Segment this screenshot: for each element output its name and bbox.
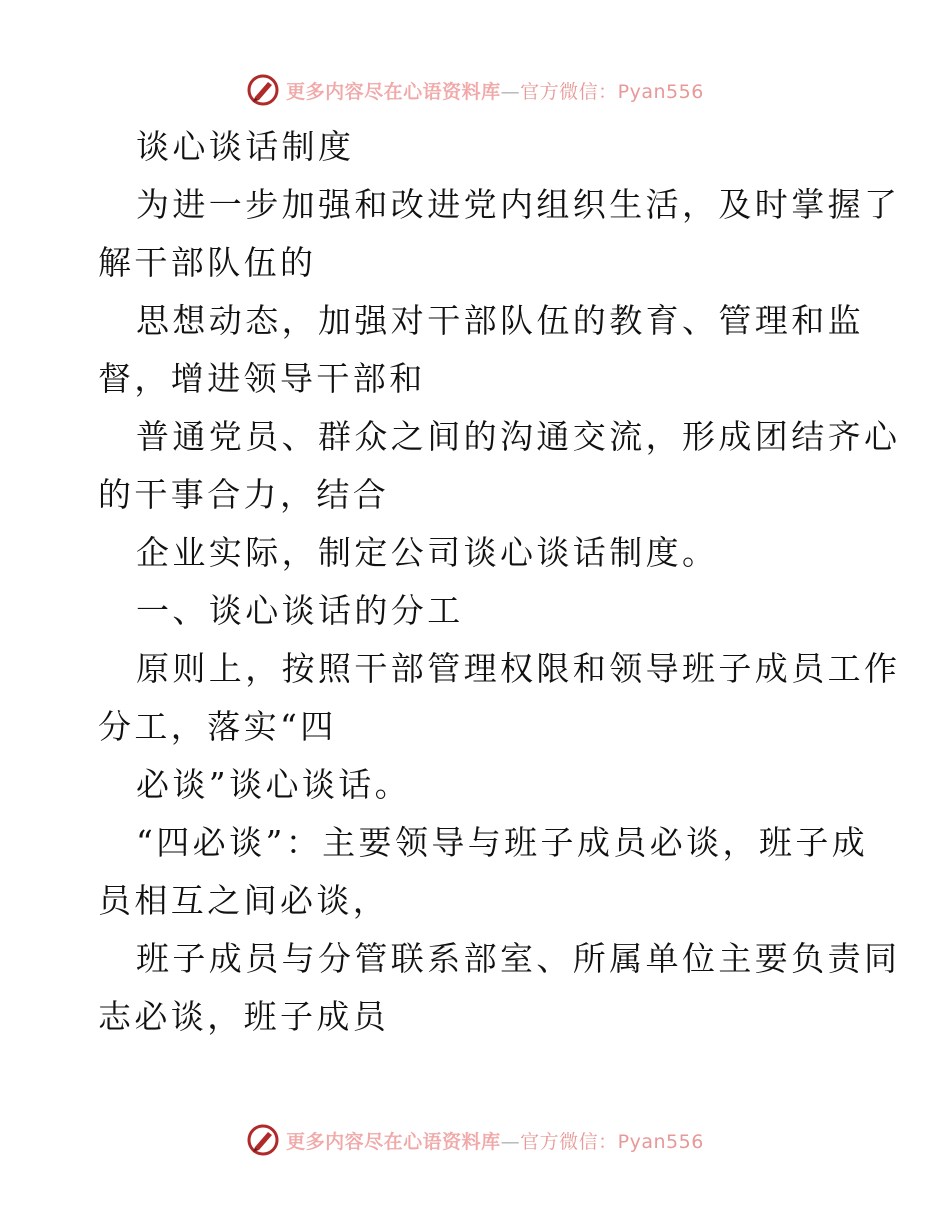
- document-title: 谈心谈话制度: [136, 127, 355, 166]
- watermark-separator: —: [500, 1130, 521, 1153]
- watermark-separator: —: [500, 80, 521, 103]
- watermark-wechat-text: 官方微信：Pyan556: [520, 80, 704, 103]
- watermark-text: [286, 77, 704, 104]
- watermark-wechat-text: 官方微信：Pyan556: [520, 1130, 704, 1153]
- paragraph-line: 普通党员、群众之间的沟通交流，形成团结齐心: [136, 417, 901, 456]
- watermark-text: [286, 1127, 704, 1154]
- section-heading: 一、谈心谈话的分工: [136, 591, 464, 630]
- pen-logo-icon: [246, 73, 280, 107]
- paragraph-line: 班子成员与分管联系部室、所属单位主要负责同: [136, 939, 901, 978]
- paragraph-line: 督，增进领导干部和: [98, 359, 426, 398]
- paragraph-line: 员相互之间必谈，: [98, 881, 390, 920]
- paragraph-line: 必谈”谈心谈话。: [136, 765, 412, 804]
- paragraph-line: 企业实际，制定公司谈心谈话制度。: [136, 533, 719, 572]
- footer-watermark: [0, 1120, 950, 1160]
- paragraph-line: 原则上，按照干部管理权限和领导班子成员工作: [136, 649, 901, 688]
- paragraph-line: 分工，落实“四: [98, 707, 337, 746]
- watermark-main-text: 更多内容尽在心语资料库: [286, 80, 501, 103]
- document-body: [98, 118, 901, 1046]
- paragraph-line: 志必谈，班子成员: [98, 997, 390, 1036]
- paragraph-line: 为进一步加强和改进党内组织生活，及时掌握了: [136, 185, 901, 224]
- paragraph-line: 的干事合力，结合: [98, 475, 390, 514]
- header-watermark: [0, 70, 950, 110]
- watermark-main-text: 更多内容尽在心语资料库: [286, 1130, 501, 1153]
- paragraph-line: 思想动态，加强对干部队伍的教育、管理和监: [136, 301, 864, 340]
- pen-logo-icon: [246, 1123, 280, 1157]
- paragraph-line: 解干部队伍的: [98, 243, 317, 282]
- paragraph-line: “四必谈”：主要领导与班子成员必谈，班子成: [136, 823, 869, 862]
